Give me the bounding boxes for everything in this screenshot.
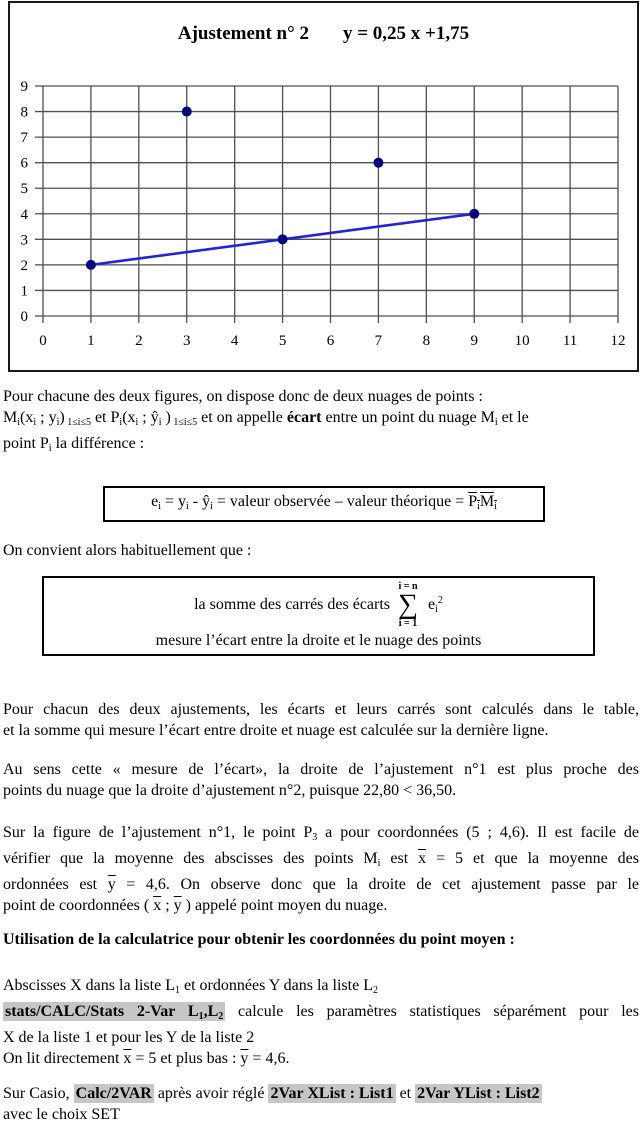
svg-text:2: 2 (135, 333, 143, 349)
text-line: On convient alors habituellement que : (3, 542, 252, 559)
formula-ecart: ei = yi - ŷi = valeur observée – valeur théorique = PiMi (151, 493, 497, 512)
text-line: point Pi la différence : (3, 435, 145, 454)
svg-text:7: 7 (374, 333, 383, 349)
formula-somme-line1 (44, 580, 593, 630)
text-line: points du nuage que la droite d’ajustement n°2, puisque 22,80 < 36,50. (3, 782, 457, 799)
svg-text:3: 3 (183, 333, 191, 349)
svg-text:6: 6 (20, 155, 28, 172)
sum-lower-limit: i = 1 (398, 618, 418, 629)
heading-text: Utilisation de la calculatrice pour obtenir les coordonnées du point moyen : (3, 931, 515, 948)
formula-somme-pre: la somme des carrés des écarts (194, 596, 391, 613)
text-line: Abscisses X dans la liste L1 et ordonnées Y dans la liste L2 (3, 977, 378, 996)
chart-title (10, 23, 637, 45)
paragraph-calculatrice (3, 975, 639, 1069)
text-line: point de coordonnées ( $\overline{x}$ ; $\overline{y}$ ) appelé point moyen du nuage. (3, 897, 388, 914)
paragraph-intro (3, 386, 639, 459)
paragraph-convention (3, 540, 639, 561)
svg-text:4: 4 (230, 333, 239, 349)
text-line: avec le choix SET (3, 1106, 120, 1123)
paragraph-comparaison (3, 759, 639, 801)
svg-text:10: 10 (514, 333, 530, 349)
formula-somme-post: $ei^2$ (428, 595, 443, 615)
text-line: Pour chacune des deux figures, on dispose donc de deux nuages de points : (3, 388, 483, 405)
svg-text:4: 4 (20, 206, 28, 223)
svg-text:8: 8 (20, 104, 28, 121)
sigma-icon: ∑ (398, 589, 418, 620)
paragraph-point-moyen (3, 822, 639, 916)
svg-text:1: 1 (20, 283, 28, 300)
text-line: Mi(xi ; yi) 1≤i≤5 et Pi(xi ; ŷi ) 1≤i≤5 et on appelle écart entre un point du nuage Mi et le (3, 409, 529, 428)
svg-text:9: 9 (470, 333, 478, 349)
text-line: X de la liste 1 et pour les Y de la liste 2 (3, 1029, 255, 1046)
text-line: stats/CALC/Stats 2-Var L1,L2 calcule les paramètres statistiques séparément pour les (5, 1003, 640, 1022)
svg-text:5: 5 (20, 181, 28, 198)
svg-text:3: 3 (20, 232, 28, 249)
svg-text:2: 2 (20, 257, 28, 274)
section-heading (3, 929, 639, 950)
chart-equation: y = 0,25 x +1,75 (342, 23, 470, 44)
formula-box-ecart (103, 486, 545, 522)
chart-figure (8, 1, 639, 372)
svg-text:0: 0 (20, 309, 28, 325)
svg-text:7: 7 (20, 130, 28, 147)
scatter-chart (10, 3, 637, 370)
text-line: et la somme qui mesure l’écart entre droite et nuage est calculée sur la dernière ligne. (3, 722, 549, 739)
text-line: ordonnées est $\overline{y} = 4,6$. On observe donc que la droite de cet ajustement passe par le (3, 876, 639, 893)
text-line: vérifier que la moyenne des abscisses des points Mi est $\overline{x} = 5$ et que la moyenne des (3, 850, 639, 869)
text-line: Sur la figure de l’ajustement n°1, le point P3 a pour coordonnées (5 ; 4,6). Il est facile de (3, 824, 639, 843)
svg-text:6: 6 (326, 333, 335, 349)
svg-text:9: 9 (20, 79, 28, 95)
sum-symbol (398, 581, 418, 629)
svg-text:1: 1 (87, 333, 95, 349)
formula-box-somme-carres (42, 576, 595, 656)
text-line: Pour chacun des deux ajustements, les écarts et leurs carrés sont calculés dans le table, (3, 701, 639, 718)
formula-somme-line2: mesure l’écart entre la droite et le nuage des points (155, 632, 482, 649)
svg-text:11: 11 (562, 333, 578, 349)
chart-title-text: Ajustement n° 2 (177, 23, 309, 44)
paragraph-table (3, 699, 639, 741)
paragraph-casio (3, 1083, 639, 1123)
sum-upper-limit: i = n (398, 581, 418, 592)
text-line: On lit directement $\overline{x} = 5$ et plus bas : $\overline{y} = 4,6$. (3, 1050, 290, 1067)
svg-text:0: 0 (39, 333, 47, 349)
text-line: Sur Casio, Calc/2VAR après avoir réglé 2Var XList : List1 et 2Var YList : List2 (3, 1085, 540, 1102)
svg-text:8: 8 (422, 333, 431, 349)
svg-text:12: 12 (610, 333, 626, 349)
text-line: Au sens cette « mesure de l’écart», la droite de l’ajustement n°1 est plus proche des (3, 761, 639, 778)
svg-text:5: 5 (278, 333, 287, 349)
